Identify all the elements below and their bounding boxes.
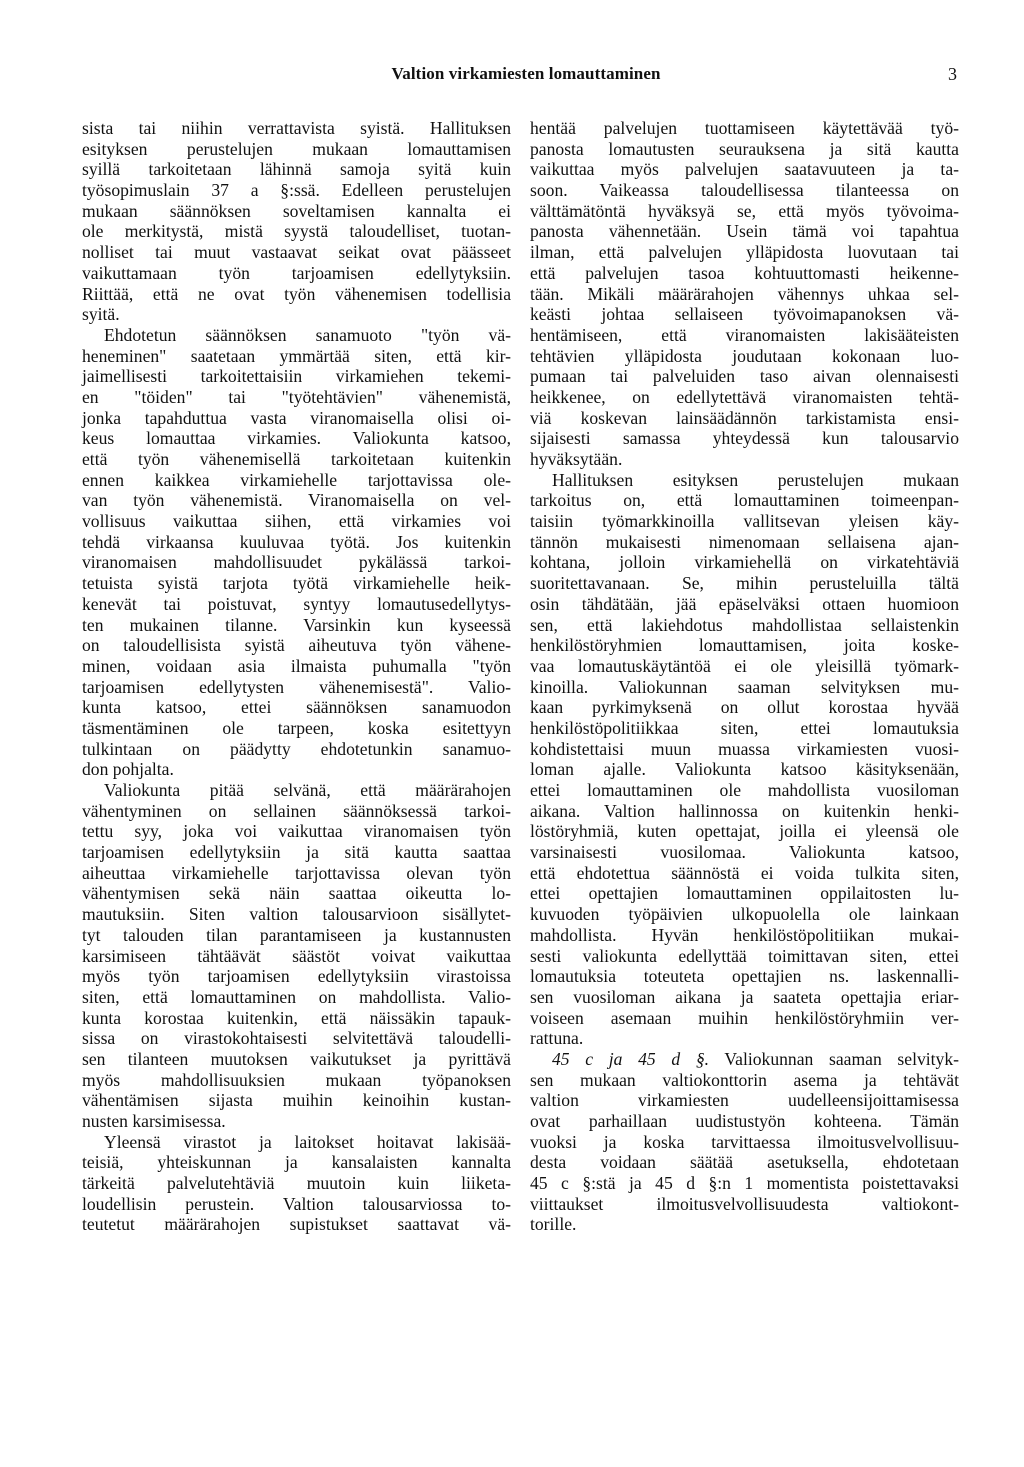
text-line: keästi johtaa sellaiseen työvoimapanoksen vä- [530,304,959,325]
text-line: mautuksiin. Siten valtion talousarvioon sisällytet- [82,904,511,925]
text-line: viittaukset ilmoitusvelvollisuudesta valtiokont- [530,1193,959,1214]
text-line: teutetut määrärahojen supistukset saattavat vä- [82,1214,511,1235]
text-line: 45 c §:stä ja 45 d §:n 1 momentista poistettavaksi [530,1173,959,1194]
text-line: nusten karsimisessa. [82,1111,226,1131]
text-line: myös mahdollisuuksien mukaan työpanoksen [82,1069,511,1090]
text-line: heikkenee, on edellytettävä viranomaisten tehtä- [530,386,959,407]
text-line: myös työn tarjoamisen edellytyksiin virastoissa [82,966,511,987]
text-line: minen, voidaan asia ilmaista puhumalla "työn [82,655,511,676]
text-line: mukaan säännöksen soveltamisen kannalta ei [82,200,511,221]
text-line: täsmentäminen ole tarpeen, koska esitettyyn [82,717,511,738]
text-line: ettei opettajien lomauttaminen oppilaitosten lu- [530,883,959,904]
text-line: loudellisin perustein. Valtion talousarviossa to- [82,1193,511,1214]
text-line: että ehdotettua säännöstä ei voida tulkita siten, [530,862,959,883]
text-line: lomautuksia toteuteta opettajien ns. laskennalli- [530,966,959,987]
running-title: Valtion virkamiesten lomauttaminen [391,64,661,83]
text-line: kunta korostaa kuitenkin, että näissäkin tapauk- [82,1007,511,1028]
text-line: kunta katsoo, ettei säännöksen sanamuodon [82,697,511,718]
text-line: kaan pyrkimyksenä on ollut korostaa hyvää [530,697,959,718]
left-column [82,118,511,1235]
text-line: hentää palvelujen tuottamiseen käytettävää työ- [530,118,959,138]
text-line: panosta vähennetään. Usein tämä voi tapahtua [530,221,959,242]
text-line: tettu syy, joka voi vaikuttaa viranomaisen työn [82,821,511,842]
text-line: ilman, että palvelujen ylläpidosta luovutaan tai [530,242,959,263]
text-line: tehtävien ylläpidosta joudutaan kokonaan luo- [530,345,959,366]
text-line: sen mukaan valtiokonttorin asema ja tehtävät [530,1069,959,1090]
text-line: en "töiden" tai "työtehtävien" vähenemistä, [82,386,511,407]
text-line: viranomaisen mahdollisuudet pykälässä tarkoi- [82,552,511,573]
text-line: tään. Mikäli määrärahojen vähennys uhkaa sel- [530,283,959,304]
text-line: tarjoamisen edellytyksiin ja sitä kautta saattaa [82,842,511,863]
text-line: että työn vähenemisellä tarkoitetaan kuitenkin [82,449,511,469]
text-line: suoritettavanaan. Se, mihin perusteluilla tältä [530,573,959,594]
text-line: sesti valiokunta edellyttää toimittavan siten, ettei [530,945,959,966]
text-line: kuvuoden työpäivien ulkopuolella ole lainkaan [530,904,959,925]
right-column [530,118,959,1235]
text-line: sen vuosiloman aikana ja saateta opettajia eriar- [530,986,959,1007]
text-line: syitä. [82,304,120,325]
text-line: ettei lomauttaminen ole mahdollista vuosiloman [530,780,959,800]
text-line: tetuista syistä tarjota työtä virkamiehelle heik- [82,573,511,594]
section-heading: 45 c ja 45 d §. [552,1048,710,1069]
text-line: voiseen asemaan muihin henkilöstöryhmiin ver- [530,1007,959,1028]
text-line: soon. Vaikeassa taloudellisessa tilanteessa on [530,180,959,201]
text-line: ole merkitystä, mistä syystä taloudelliset, tuotan- [82,221,511,242]
text-line: syillä tarkoitetaan lähinnä samoja syitä kuin [82,159,511,180]
text-line: jaimellisesti tarkoitettaisiin virkamiehen tekemi- [82,366,511,387]
text-line: esityksen perustelujen mukaan lomauttamisen [82,138,511,159]
text-line: Riittää, että ne ovat työn vähenemisen todellisia [82,283,511,304]
text-line: karsimiseen tähtäävät säästöt voivat vaikuttaa [82,945,511,966]
paragraph-start-line: Ehdotetun säännöksen sanamuoto "työn vä- [104,324,511,345]
text-line: kohtana, jolloin virkamiehellä on virkatehtäviä [530,552,959,573]
text-line: ten mukainen tilanne. Varsinkin kun kyseessä [82,614,511,635]
page-number: 3 [948,64,957,84]
text-line: vaikuttamaan työn tarjoamisen edellytyksiin. [82,262,511,283]
text-line: aikana. Valtion hallinnossa on kuitenkin henki- [530,800,959,821]
text-line: sissa on virastokohtaisesti selvitettävä taloudelli- [82,1028,511,1049]
text-line: desta voidaan säätää asetuksella, ehdotetaan [530,1152,959,1173]
text-line: vähentämisen sijasta muihin keinoihin kustan- [82,1090,511,1111]
text-line: tyt talouden tilan parantamiseen ja kustannusten [82,924,511,945]
text-line: ovat parhaillaan uudistustyön kohteena. Tämän [530,1111,959,1131]
text-line: kinoilla. Valiokunnan saaman selvityksen mu- [530,676,959,697]
text-line: kohdistettaisi muun muassa virkamiesten vuosi- [530,738,959,759]
text-line: hyväksytään. [530,449,623,469]
text-line: pumaan tai palveluiden taso aivan olennaisesti [530,366,959,387]
text-line: osin tähdätään, jää epäselväksi ottaen huomioon [530,593,959,614]
text-line: tännön mukaisesti nimenomaan sellaisena ajan- [530,531,959,552]
text-line: taisiin työmarkkinoilla vallitsevan yleisen käy- [530,511,959,532]
text-line: on taloudellisista syistä aiheutuva työn vähene- [82,635,511,656]
text-line: van työn vähenemistä. Viranomaisella on vel- [82,490,511,511]
text-line: viä koskevan lainsäädännön tarkistamista ensi- [530,407,959,428]
text-line: varsinaisesti vuosilomaa. Valiokunta katsoo, [530,842,959,863]
text-line: tehdä virkaansa kuuluvaa työtä. Jos kuitenkin [82,531,511,552]
text-line: ennen kaikkea virkamiehelle tarjottavissa ole- [82,469,511,490]
text-line: don pohjalta. [82,759,174,780]
text-line: hentämiseen, että viranomaisten lakisääteisten [530,324,959,345]
text-line: loman ajalle. Valiokunta katsoo käsityksenään, [530,759,959,780]
paragraph-start-line: Hallituksen esityksen perustelujen mukaan [552,469,959,490]
text-line: torille. [530,1214,577,1235]
text-line: panosta lomautusten seurauksena ja sitä kautta [530,138,959,159]
text-line: nolliset tai muut vastaavat seikat ovat päässeet [82,242,511,263]
text-line: tulkintaan on päädytty ehdotetunkin sanamuo- [82,738,511,759]
text-line: valtion virkamiesten uudelleensijoittamisessa [530,1090,959,1111]
paragraph-start-line: Yleensä virastot ja laitokset hoitavat lakisää- [104,1131,511,1152]
text-line: tärkeitä palvelutehtäviä muutoin kuin liiketa- [82,1173,511,1194]
page-header [0,64,1024,88]
text-line: vaikuttaa myös palvelujen saatavuuteen ja ta- [530,159,959,180]
text-line: kenevät tai poistuvat, syntyy lomautusedellytys- [82,593,511,614]
text-line: rattuna. [530,1028,584,1049]
section-heading-line [530,1049,959,1070]
text-line: sista tai niihin verrattavista syistä. Hallituksen [82,118,511,138]
text-line: jonka tapahduttua vasta viranomaisella olisi oi- [82,407,511,428]
text-line: löstöryhmiä, kuten opettajat, joilla ei yleensä ole [530,821,959,842]
text-line: vollisuus vaikuttaa siihen, että virkamies voi [82,511,511,532]
text-line: että palvelujen tasoa kohtuuttomasti heikenne- [530,262,959,283]
text-line: sijaisesti samassa yhteydessä kun talousarvio [530,428,959,449]
text-line: tarkoitus on, että lomauttaminen toimeenpan- [530,490,959,511]
text-line: teisiä, yhteiskunnan ja kansalaisten kannalta [82,1152,511,1173]
text-line: henkilöstöryhmien lomauttamisen, joita koske- [530,635,959,656]
paragraph-start-line: Valiokunta pitää selvänä, että määrärahojen [104,780,511,800]
text-line: keus lomauttaa virkamies. Valiokunta katsoo, [82,428,511,449]
section-heading-rest: Valiokunnan saaman selvityk- [724,1048,959,1069]
text-line: vähentyminen on sellainen säännöksessä tarkoi- [82,800,511,821]
text-line: välttämätöntä hyväksyä se, että myös työvoima- [530,200,959,221]
text-line: sen, että lakiehdotus mahdollistaa sellaistenkin [530,614,959,635]
text-line: työsopimuslain 37 a §:ssä. Edelleen perustelujen [82,180,511,201]
text-line: vaa lomautuskäytäntöä ei ole yleisillä työmark- [530,655,959,676]
text-line: heneminen" saatetaan ymmärtää siten, että kir- [82,345,511,366]
text-line: sen tilanteen muutoksen vaikutukset ja pyrittävä [82,1048,511,1069]
text-line: tarjoamisen edellytysten vähenemisestä". Valio- [82,676,511,697]
text-line: mahdollista. Hyvän henkilöstöpolitiikan mukai- [530,924,959,945]
text-line: aiheuttaa virkamiehelle tarjottavissa olevan työn [82,862,511,883]
text-line: henkilöstöpolitiikkaa siten, ettei lomautuksia [530,717,959,738]
text-line: vuoksi ja koska tarvittaessa ilmoitusvelvollisuu- [530,1131,959,1152]
text-line: siten, että lomauttaminen on mahdollista. Valio- [82,986,511,1007]
text-line: vähentymisen sekä näin saattaa oikeutta lo- [82,883,511,904]
